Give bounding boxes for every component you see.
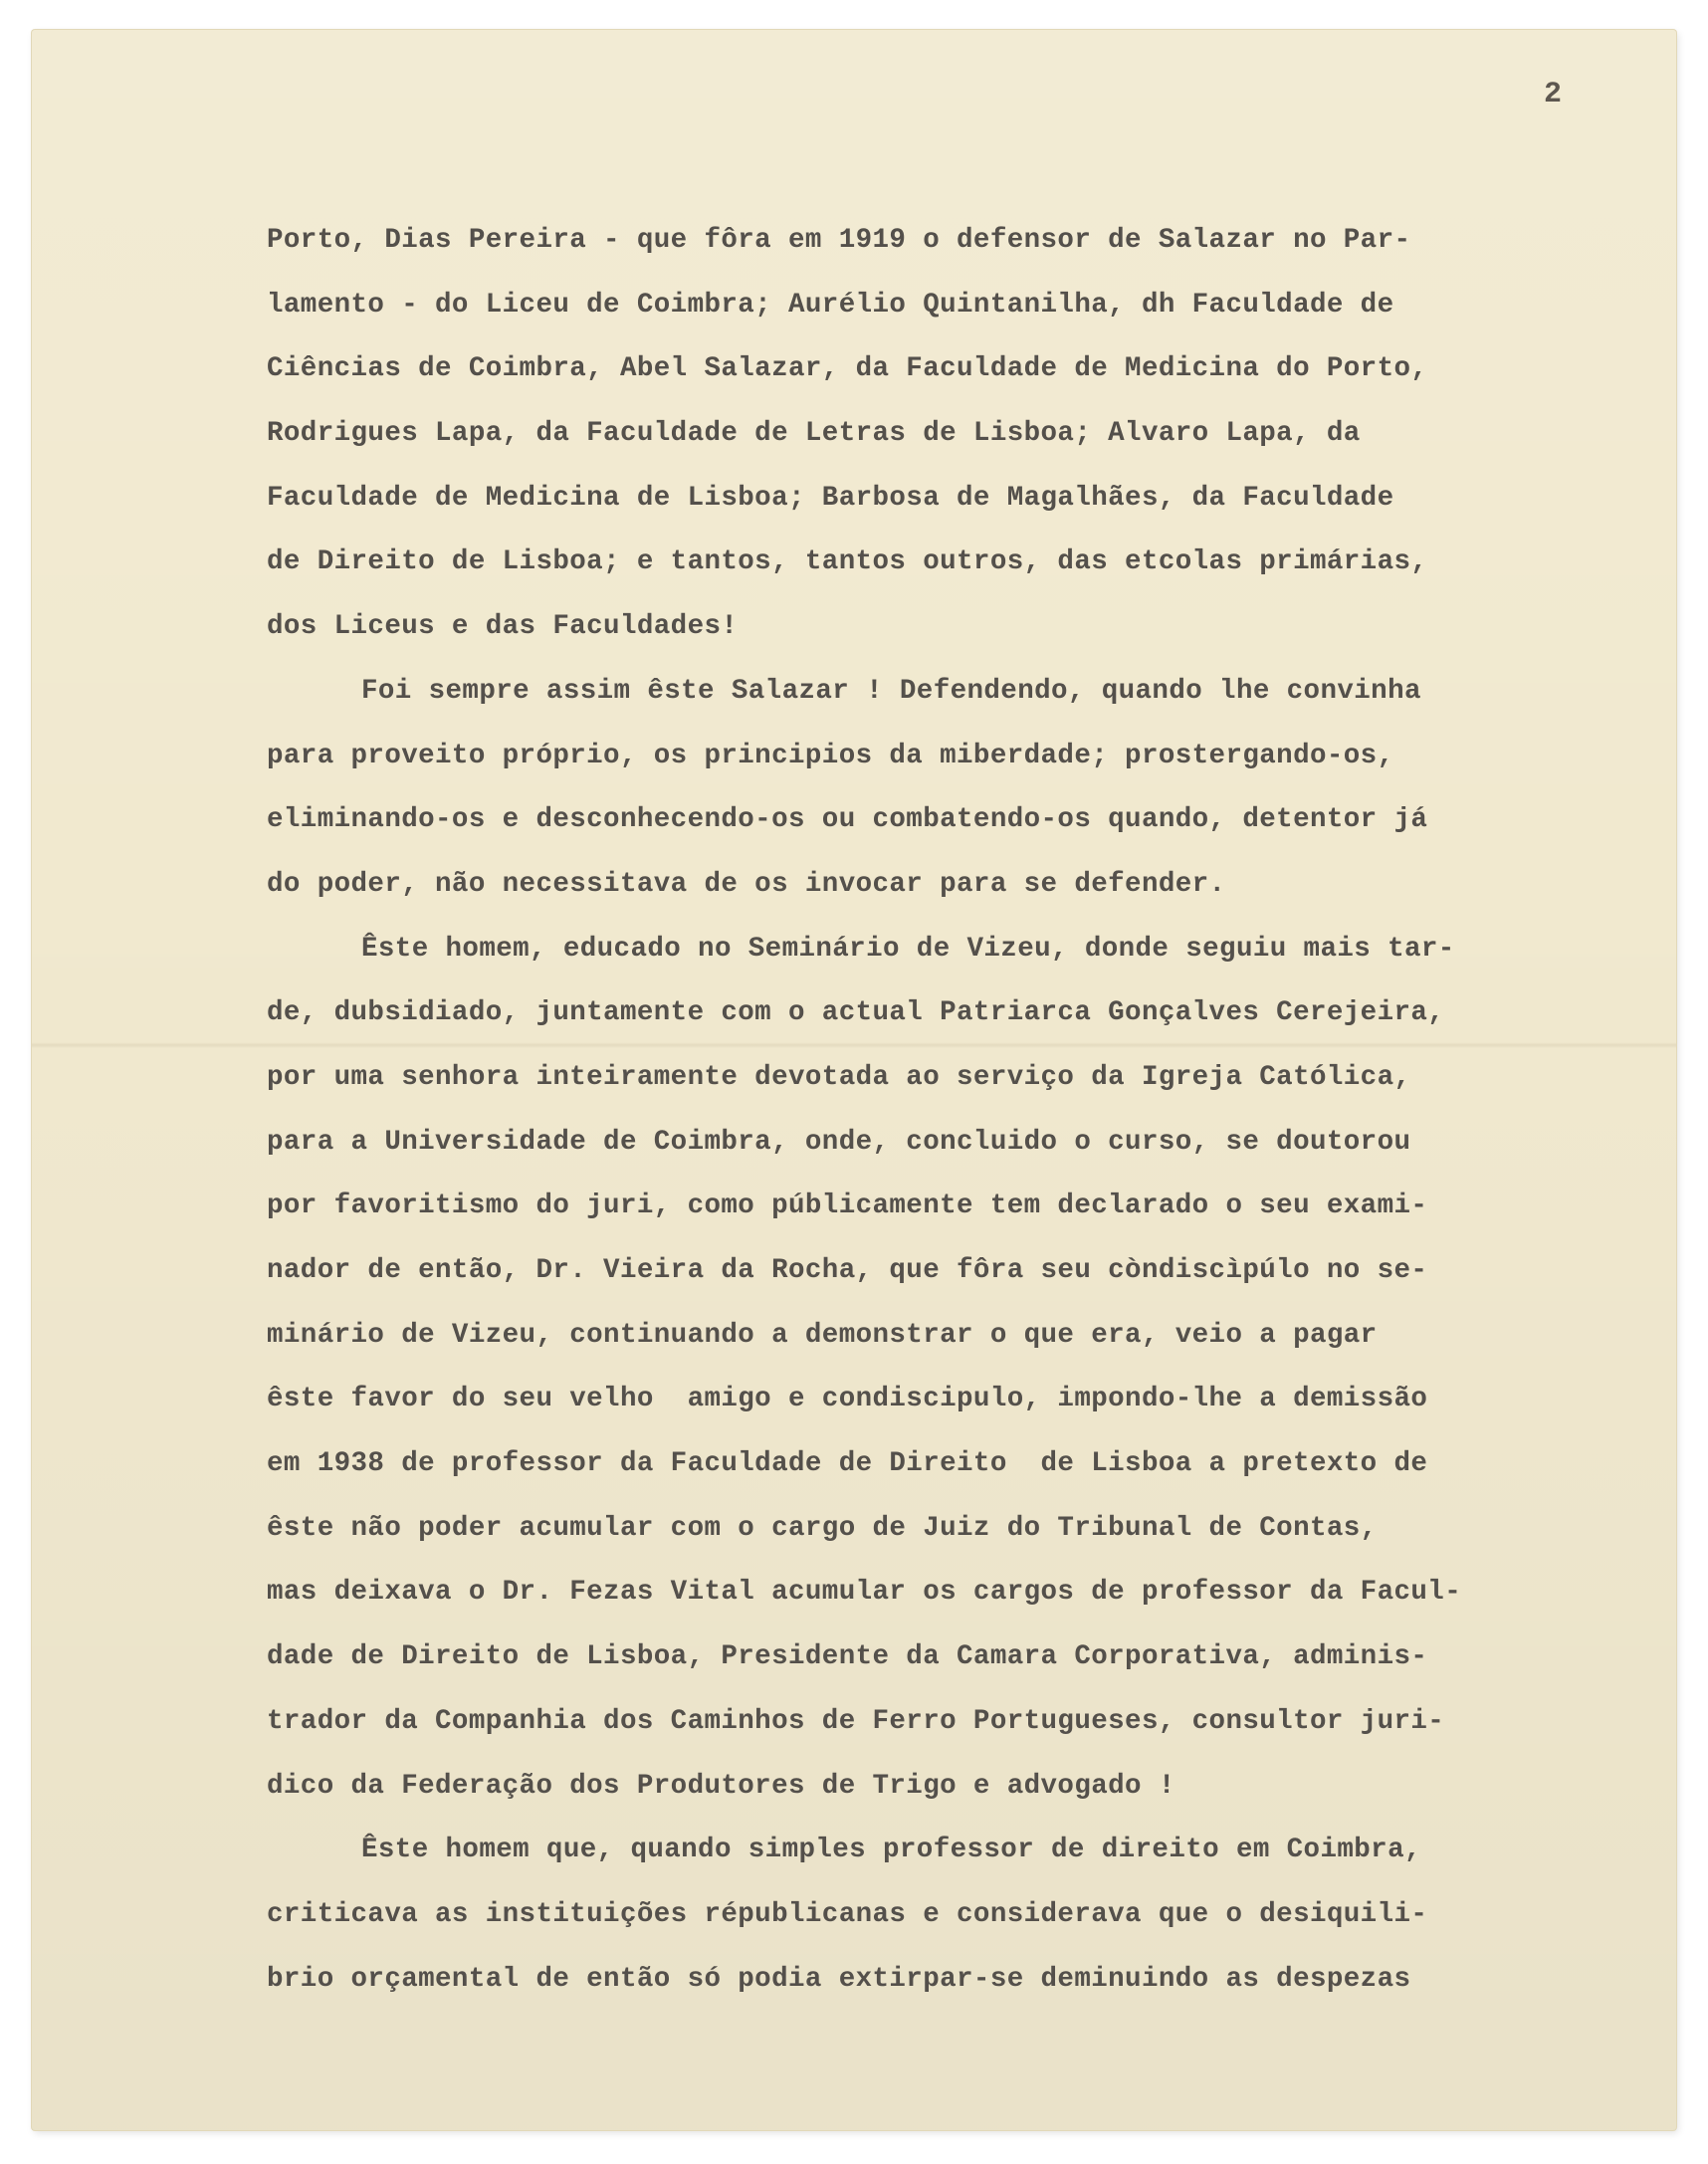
- text-line: êste favor do seu velho amigo e condiscipulo, impondo-lhe a demissão: [267, 1384, 1428, 1415]
- text-line: êste não poder acumular com o cargo de Juiz do Tribunal de Contas,: [267, 1512, 1378, 1544]
- text-line: dico da Federação dos Produtores de Trigo e advogado !: [267, 1770, 1175, 1802]
- text-line: dos Liceus e das Faculdades!: [267, 611, 739, 643]
- body-text: [267, 209, 1670, 2012]
- text-line: minário de Vizeu, continuando a demonstrar o que era, veio a pagar: [267, 1319, 1378, 1351]
- text-line: eliminando-os e desconhecendo-os ou combatendo-os quando, detentor já: [267, 804, 1428, 836]
- text-line: Ciências de Coimbra, Abel Salazar, da Faculdade de Medicina do Porto,: [267, 353, 1428, 385]
- text-line: nador de então, Dr. Vieira da Rocha, que fôra seu còndiscìpúlo no se-: [267, 1255, 1428, 1286]
- text-line: do poder, não necessitava de os invocar para se defender.: [267, 868, 1226, 900]
- text-line: Rodrigues Lapa, da Faculdade de Letras de Lisboa; Alvaro Lapa, da: [267, 418, 1361, 450]
- text-line: Foi sempre assim êste Salazar ! Defendendo, quando lhe convinha: [361, 675, 1421, 707]
- text-line: para proveito próprio, os principios da miberdade; prostergando-os,: [267, 740, 1394, 771]
- paragraph: [267, 1819, 1670, 2012]
- text-line: por favoritismo do juri, como públicamente tem declarado o seu exami-: [267, 1190, 1428, 1222]
- page-number: 2: [1543, 78, 1562, 111]
- text-line: dade de Direito de Lisboa, Presidente da Camara Corporativa, adminis-: [267, 1641, 1428, 1673]
- document-page: [32, 30, 1676, 2130]
- text-line: de, dubsidiado, juntamente com o actual Patriarca Gonçalves Cerejeira,: [267, 997, 1445, 1029]
- text-line: por uma senhora inteiramente devotada ao serviço da Igreja Católica,: [267, 1061, 1411, 1093]
- paragraph: [267, 918, 1670, 1820]
- text-line: em 1938 de professor da Faculdade de Direito de Lisboa a pretexto de: [267, 1448, 1428, 1480]
- text-line: trador da Companhia dos Caminhos de Ferro Portugueses, consultor juri-: [267, 1705, 1445, 1737]
- text-line: Faculdade de Medicina de Lisboa; Barbosa de Magalhães, da Faculdade: [267, 482, 1394, 514]
- text-line: Êste homem que, quando simples professor de direito em Coimbra,: [361, 1835, 1421, 1866]
- paragraph: [267, 660, 1670, 918]
- text-line: Êste homem, educado no Seminário de Vizeu, donde seguiu mais tar-: [361, 933, 1455, 965]
- text-line: criticava as instituições républicanas e considerava que o desiquili-: [267, 1898, 1428, 1930]
- paragraph: [267, 209, 1670, 660]
- text-line: Porto, Dias Pereira - que fôra em 1919 o defensor de Salazar no Par-: [267, 225, 1411, 256]
- text-line: mas deixava o Dr. Fezas Vital acumular os cargos de professor da Facul-: [267, 1577, 1462, 1609]
- text-line: brio orçamental de então só podia extirpar-se deminuindo as despezas: [267, 1963, 1411, 1995]
- text-line: para a Universidade de Coimbra, onde, concluido o curso, se doutorou: [267, 1126, 1411, 1158]
- text-line: lamento - do Liceu de Coimbra; Aurélio Quintanilha, dh Faculdade de: [267, 289, 1394, 321]
- text-line: de Direito de Lisboa; e tantos, tantos outros, das etcolas primárias,: [267, 546, 1428, 578]
